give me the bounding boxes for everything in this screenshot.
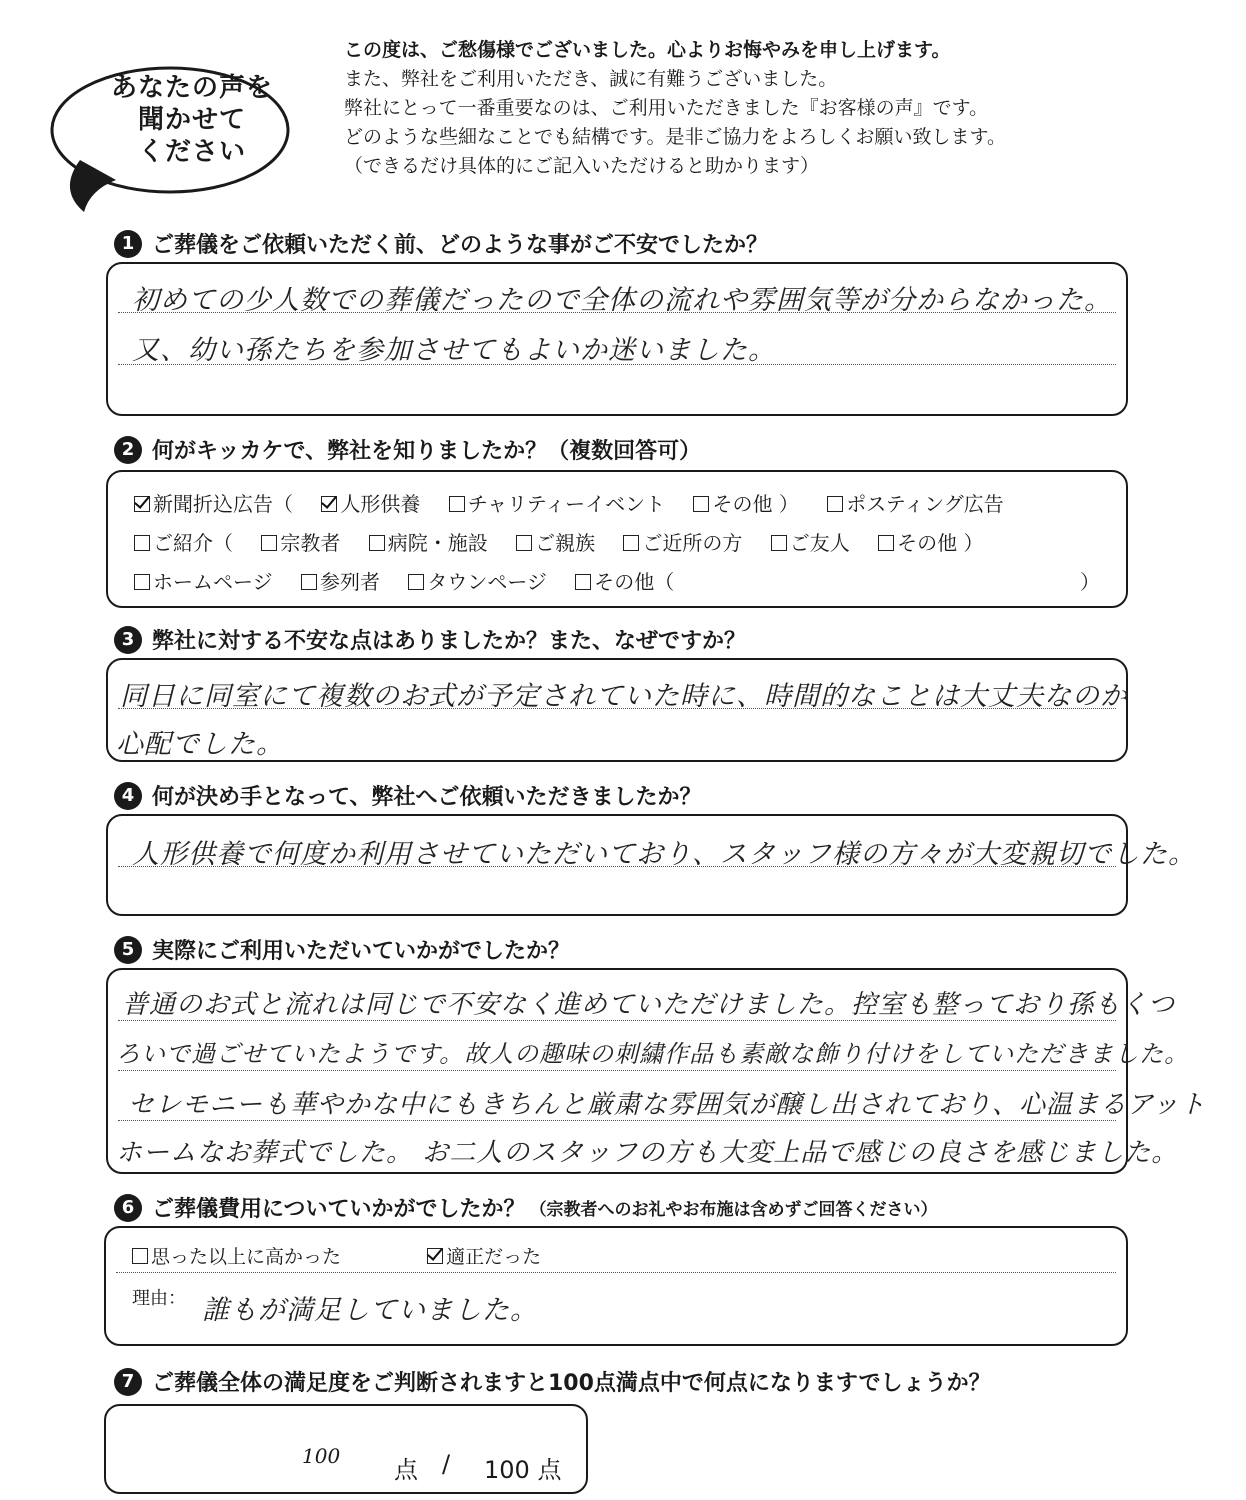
option-posting-ad[interactable]: ポスティング広告 xyxy=(827,492,1004,516)
checkbox-icon xyxy=(878,535,894,551)
score-value: 100 xyxy=(302,1444,341,1468)
option-relatives[interactable]: ご親族 xyxy=(516,531,595,555)
checkbox-icon xyxy=(301,574,317,590)
q7-score-box[interactable] xyxy=(104,1404,588,1494)
checkbox-icon xyxy=(771,535,787,551)
option-neighbors[interactable]: ご近所の方 xyxy=(623,531,742,555)
q6-number: 6 xyxy=(114,1194,142,1222)
q3-heading xyxy=(114,624,746,655)
option-other-2[interactable]: その他 ） xyxy=(878,531,983,555)
checkbox-icon xyxy=(623,535,639,551)
option-attendee[interactable]: 参列者 xyxy=(301,570,380,594)
q4-number: 4 xyxy=(114,782,142,810)
q6-note: （宗教者へのお礼やお布施は含めずご回答ください） xyxy=(529,1200,938,1220)
checkbox-icon xyxy=(449,496,465,512)
checkbox-icon xyxy=(693,496,709,512)
q7-title: ご葬儀全体の満足度をご判断されますと100点満点中で何点になりますでしょうか？ xyxy=(152,1371,991,1396)
bubble-text: あなたの声を 聞かせて ください xyxy=(110,73,273,167)
checkbox-icon xyxy=(827,496,843,512)
checkbox-icon xyxy=(516,535,532,551)
q5-answer-line: ホームなお葬式でした。 お二人のスタッフの方も大変上品で感じの良さを感じました。 xyxy=(116,1138,1179,1168)
q1-title: ご葬儀をご依頼いただく前、どのような事がご不安でしたか？ xyxy=(152,233,769,258)
reason-label: 理由： xyxy=(132,1288,186,1309)
score-unit: 点 xyxy=(394,1456,418,1484)
q7-heading xyxy=(114,1366,991,1397)
q6-options xyxy=(132,1242,563,1269)
q5-number: 5 xyxy=(114,936,142,964)
q4-answer-box[interactable] xyxy=(106,814,1196,916)
q1-answer-line: 初めての少人数での葬儀だったので全体の流れや雰囲気等が分からなかった。 xyxy=(132,285,1112,316)
q2-row-1 xyxy=(134,488,1026,517)
option-newspaper[interactable]: 新聞折込広告（ xyxy=(134,492,293,516)
option-appropriate[interactable]: 適正だった xyxy=(427,1246,541,1268)
q3-number: 3 xyxy=(114,626,142,654)
q3-answer-line: 心配でした。 xyxy=(116,729,284,760)
q1-answer-box[interactable] xyxy=(106,262,1128,416)
q4-heading xyxy=(114,780,702,811)
q1-heading xyxy=(114,228,768,259)
q6-answer-box xyxy=(104,1226,1128,1346)
option-homepage[interactable]: ホームページ xyxy=(134,570,273,594)
q2-options-box xyxy=(106,470,1128,608)
intro-line: 弊社にとって一番重要なのは、ご利用いただきました『お客様の声』です。 xyxy=(344,97,989,119)
q1-answer-line: 又、幼い孫たちを参加させてもよいか迷いました。 xyxy=(132,335,776,366)
q5-answer-box[interactable] xyxy=(106,968,1207,1174)
intro-line: この度は、ご愁傷様でございました。心よりお悔やみを申し上げます。 xyxy=(344,39,951,61)
q3-answer-line: 同日に同室にて複数のお式が予定されていた時に、時間的なことは大丈夫なのか xyxy=(120,681,1128,712)
q2-row-2 xyxy=(134,527,1006,556)
checkbox-icon xyxy=(132,1248,148,1264)
q4-title: 何が決め手となって、弊社へご依頼いただきましたか？ xyxy=(152,785,702,810)
intro-text xyxy=(344,36,1204,181)
q6-title: ご葬儀費用についていかがでしたか？ xyxy=(152,1197,526,1222)
speech-bubble xyxy=(50,40,310,220)
score-total: 100 点 xyxy=(484,1456,562,1484)
q5-heading xyxy=(114,934,570,965)
q6-heading xyxy=(114,1192,938,1223)
q1-number: 1 xyxy=(114,230,142,258)
q2-heading xyxy=(114,434,701,465)
reason-text[interactable]: 誰もが満足していました。 xyxy=(202,1295,538,1326)
other-close-paren: ） xyxy=(1080,570,1100,594)
option-too-expensive[interactable]: 思った以上に高かった xyxy=(132,1246,341,1268)
checkbox-icon xyxy=(427,1248,443,1264)
checkbox-icon xyxy=(134,574,150,590)
option-friends[interactable]: ご友人 xyxy=(771,531,850,555)
intro-line: （できるだけ具体的にご記入いただけると助かります） xyxy=(344,155,820,177)
q5-answer-line: セレモニーも華やかな中にもきちんと厳粛な雰囲気が醸し出されており、心温まるアット xyxy=(128,1090,1207,1120)
q5-title: 実際にご利用いただいていかがでしたか？ xyxy=(152,939,571,964)
q3-answer-box[interactable] xyxy=(106,658,1128,762)
option-clergy[interactable]: 宗教者 xyxy=(261,531,340,555)
option-charity-event[interactable]: チャリティーイベント xyxy=(449,492,665,516)
score-separator: / xyxy=(442,1450,451,1478)
checkbox-icon xyxy=(261,535,277,551)
q2-title: 何がキッカケで、弊社を知りましたか？（複数回答可） xyxy=(152,439,702,464)
q2-number: 2 xyxy=(114,436,142,464)
option-townpage[interactable]: タウンページ xyxy=(408,570,547,594)
intro-line: また、弊社をご利用いただき、誠に有難うございました。 xyxy=(344,68,838,90)
q5-answer-line: ろいで過ごせていたようです。故人の趣味の刺繍作品も素敵な飾り付けをしていただきました。 xyxy=(116,1040,1190,1068)
q5-answer-line: 普通のお式と流れは同じで不安なく進めていただけました。控室も整っており孫もくつ xyxy=(122,990,1176,1020)
option-hospital[interactable]: 病院・施設 xyxy=(369,531,488,555)
intro-line: どのような些細なことでも結構です。是非ご協力をよろしくお願い致します。 xyxy=(344,126,1006,148)
checkbox-icon xyxy=(134,496,150,512)
checkbox-icon xyxy=(134,535,150,551)
option-referral[interactable]: ご紹介（ xyxy=(134,531,233,555)
q2-row-3 xyxy=(134,566,1100,595)
option-doll-memorial[interactable]: 人形供養 xyxy=(321,492,420,516)
q3-title: 弊社に対する不安な点はありましたか？また、なぜですか？ xyxy=(152,629,747,654)
option-other-3[interactable]: その他（ xyxy=(575,570,674,594)
q4-answer-line: 人形供養で何度か利用させていただいており、スタッフ様の方々が大変親切でした。 xyxy=(132,839,1196,870)
checkbox-icon xyxy=(369,535,385,551)
option-other-1[interactable]: その他 ） xyxy=(693,492,798,516)
checkbox-icon xyxy=(575,574,591,590)
checkbox-icon xyxy=(321,496,337,512)
checkbox-icon xyxy=(408,574,424,590)
q7-number: 7 xyxy=(114,1368,142,1396)
